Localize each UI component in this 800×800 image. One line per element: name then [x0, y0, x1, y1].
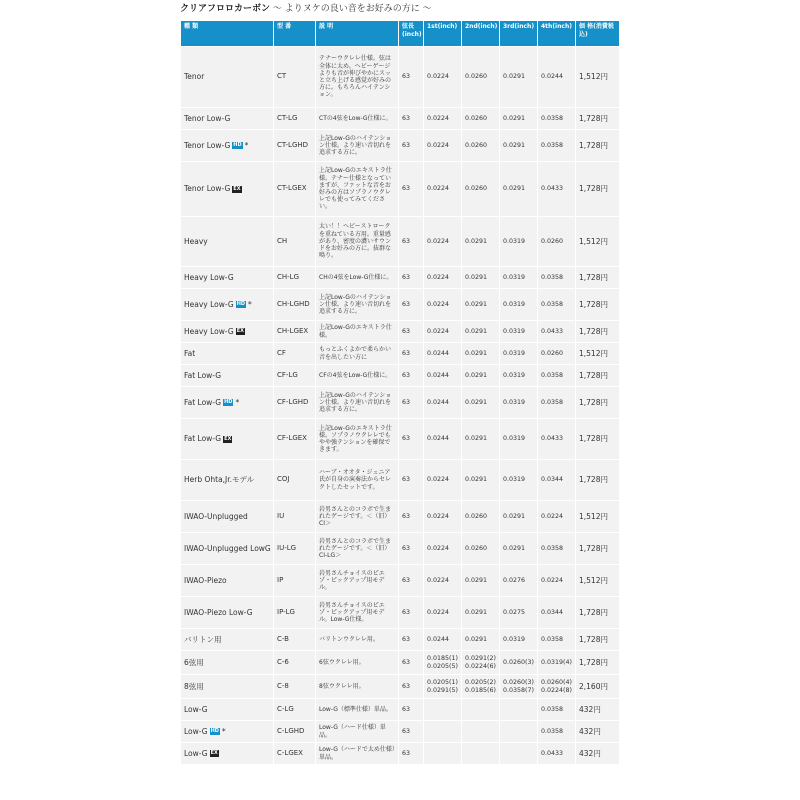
product-name: IWAO-Unplugged LowG	[184, 543, 271, 553]
ex-badge: EX	[224, 435, 232, 442]
cell-description: 上記Low-Gのハイテンション仕様。より速い音切れを追求する方に。	[316, 387, 399, 419]
cell-3rd: 0.0276	[500, 565, 538, 597]
ex-badge: EX	[236, 328, 244, 335]
header-price: 価 格(消費税込)	[576, 21, 620, 47]
table-row	[181, 651, 620, 675]
cell-1st	[424, 743, 462, 765]
cell-length: 63	[399, 419, 424, 460]
cell-name	[181, 321, 274, 343]
cell-3rd: 0.0291	[500, 533, 538, 565]
table-row	[181, 387, 620, 419]
cell-3rd	[500, 721, 538, 743]
cell-2nd	[462, 743, 500, 765]
table-body	[181, 47, 620, 765]
cell-2nd: 0.0260	[462, 130, 500, 162]
cell-2nd: 0.0260	[462, 501, 500, 533]
cell-price: 1,728円	[576, 365, 620, 387]
cell-length: 63	[399, 321, 424, 343]
table-row	[181, 721, 620, 743]
cell-4th: 0.0358	[538, 699, 576, 721]
cell-name	[181, 217, 274, 267]
cell-length: 63	[399, 108, 424, 130]
cell-name	[181, 460, 274, 501]
cell-code: CF	[274, 343, 316, 365]
cell-4th: 0.0358	[538, 533, 576, 565]
cell-length: 63	[399, 387, 424, 419]
cell-length: 63	[399, 565, 424, 597]
cell-length: 63	[399, 699, 424, 721]
cell-name	[181, 597, 274, 629]
cell-price: 1,512円	[576, 565, 620, 597]
cell-price: 1,728円	[576, 108, 620, 130]
cell-name	[181, 130, 274, 162]
header-gauge: 弦長(inch)	[399, 21, 424, 47]
cell-price: 432円	[576, 699, 620, 721]
string-table	[180, 20, 620, 765]
cell-length: 63	[399, 501, 424, 533]
cell-3rd: 0.0291	[500, 108, 538, 130]
table-row	[181, 289, 620, 321]
product-name: Tenor Low-G	[184, 113, 231, 123]
cell-price: 1,728円	[576, 419, 620, 460]
cell-3rd: 0.0291	[500, 130, 538, 162]
section-title-main: クリアフロロカーボン	[180, 4, 271, 14]
cell-1st: 0.0185(1) 0.0205(5)	[424, 651, 462, 675]
cell-4th: 0.0319(4)	[538, 651, 576, 675]
product-name: Heavy Low-G	[184, 272, 234, 282]
product-name: IWAO-Piezo	[184, 575, 227, 585]
cell-2nd: 0.0260	[462, 108, 500, 130]
cell-name	[181, 162, 274, 217]
table-row	[181, 321, 620, 343]
hd-badge: HD	[236, 301, 246, 308]
cell-4th: 0.0260(4) 0.0224(8)	[538, 675, 576, 699]
cell-description: もっとふくよかで柔らかい音を出したい方に	[316, 343, 399, 365]
cell-4th: 0.0433	[538, 321, 576, 343]
cell-2nd: 0.0291	[462, 289, 500, 321]
header-4th: 4th(inch)	[538, 21, 576, 47]
cell-code: C-LGEX	[274, 743, 316, 765]
cell-2nd	[462, 721, 500, 743]
product-name: Fat	[184, 348, 196, 358]
cell-name	[181, 721, 274, 743]
cell-1st: 0.0224	[424, 267, 462, 289]
cell-2nd: 0.0291	[462, 217, 500, 267]
product-section	[180, 0, 619, 765]
cell-4th: 0.0358	[538, 629, 576, 651]
cell-name	[181, 675, 274, 699]
cell-code: C-6	[274, 651, 316, 675]
cell-price: 1,728円	[576, 321, 620, 343]
cell-code: C-LGHD	[274, 721, 316, 743]
cell-description: バリトンウクレレ用。	[316, 629, 399, 651]
cell-name	[181, 533, 274, 565]
cell-description: 岩男さんとのコラボで生まれたゲージです。＜（旧）CI＞	[316, 501, 399, 533]
cell-1st: 0.0224	[424, 565, 462, 597]
cell-2nd: 0.0291	[462, 419, 500, 460]
cell-4th: 0.0224	[538, 501, 576, 533]
cell-2nd: 0.0291	[462, 597, 500, 629]
cell-1st: 0.0224	[424, 321, 462, 343]
cell-description: Low-G（標準仕様）単品。	[316, 699, 399, 721]
cell-1st: 0.0244	[424, 387, 462, 419]
cell-1st: 0.0244	[424, 629, 462, 651]
cell-description: CHの4弦をLow-G仕様に。	[316, 267, 399, 289]
header-code: 型 番	[274, 21, 316, 47]
cell-code: CH-LGHD	[274, 289, 316, 321]
cell-1st: 0.0244	[424, 419, 462, 460]
table-row	[181, 419, 620, 460]
table-row	[181, 743, 620, 765]
cell-description: 岩男さんチョイスのピエゾ・ピックアップ用モデル。	[316, 565, 399, 597]
cell-price: 1,728円	[576, 289, 620, 321]
cell-name	[181, 419, 274, 460]
cell-length: 63	[399, 343, 424, 365]
cell-2nd: 0.0291	[462, 629, 500, 651]
cell-1st: 0.0224	[424, 108, 462, 130]
cell-length: 63	[399, 162, 424, 217]
cell-2nd: 0.0291	[462, 343, 500, 365]
asterisk-mark: *	[235, 397, 240, 407]
cell-1st: 0.0224	[424, 130, 462, 162]
cell-description: 上記Low-Gのエキストラ仕様。	[316, 321, 399, 343]
table-row	[181, 267, 620, 289]
cell-price: 1,728円	[576, 130, 620, 162]
cell-code: CT-LGHD	[274, 130, 316, 162]
cell-4th: 0.0244	[538, 47, 576, 108]
cell-price: 432円	[576, 743, 620, 765]
cell-price: 1,512円	[576, 217, 620, 267]
cell-price: 1,512円	[576, 501, 620, 533]
cell-code: CT-LG	[274, 108, 316, 130]
cell-price: 1,728円	[576, 162, 620, 217]
cell-name	[181, 108, 274, 130]
asterisk-mark: *	[244, 140, 249, 150]
cell-description: 6弦ウクレレ用。	[316, 651, 399, 675]
cell-3rd: 0.0291	[500, 47, 538, 108]
cell-name	[181, 47, 274, 108]
hd-badge: HD	[224, 399, 233, 406]
cell-code: CH	[274, 217, 316, 267]
table-row	[181, 365, 620, 387]
cell-name	[181, 699, 274, 721]
cell-length: 63	[399, 651, 424, 675]
cell-name	[181, 565, 274, 597]
cell-4th: 0.0358	[538, 289, 576, 321]
product-name: Fat Low-G	[184, 397, 222, 407]
product-name: 8弦用	[184, 681, 204, 691]
cell-description: 岩男さんチョイスのピエゾ・ピックアップ用モデル。Low-G仕様。	[316, 597, 399, 629]
product-name: Heavy Low-G	[184, 299, 234, 309]
cell-name	[181, 651, 274, 675]
cell-2nd: 0.0291	[462, 565, 500, 597]
cell-description: Low-G（ハード仕様）単品。	[316, 721, 399, 743]
cell-4th: 0.0433	[538, 162, 576, 217]
cell-4th: 0.0433	[538, 743, 576, 765]
cell-3rd: 0.0260(3)	[500, 651, 538, 675]
cell-price: 1,728円	[576, 387, 620, 419]
table-row	[181, 565, 620, 597]
cell-description: 太い！！ヘビーストロークを重ねている方用。重量感があり、密度の濃いサウンドをお好みの方に。抜群な鳴り。	[316, 217, 399, 267]
table-row	[181, 130, 620, 162]
cell-3rd: 0.0319	[500, 321, 538, 343]
cell-length: 63	[399, 460, 424, 501]
cell-4th: 0.0358	[538, 387, 576, 419]
cell-4th: 0.0358	[538, 365, 576, 387]
cell-length: 63	[399, 130, 424, 162]
cell-description: 上記Low-Gのエキストラ仕様。テナー仕様となっていますが、ファットな音をお好みの方はソプラノウクレレでも使ってみてください。	[316, 162, 399, 217]
cell-3rd: 0.0319	[500, 289, 538, 321]
cell-price: 432円	[576, 721, 620, 743]
cell-3rd: 0.0319	[500, 387, 538, 419]
table-row	[181, 533, 620, 565]
cell-description: 上記Low-Gのハイテンション仕様。より速い音切れを追求する方に。	[316, 130, 399, 162]
cell-4th: 0.0224	[538, 565, 576, 597]
table-row	[181, 501, 620, 533]
cell-3rd: 0.0319	[500, 267, 538, 289]
cell-1st: 0.0224	[424, 501, 462, 533]
cell-price: 1,728円	[576, 533, 620, 565]
cell-code: IP	[274, 565, 316, 597]
cell-length: 63	[399, 47, 424, 108]
cell-4th: 0.0260	[538, 343, 576, 365]
cell-2nd: 0.0205(2) 0.0185(6)	[462, 675, 500, 699]
product-name: バリトン用	[184, 634, 222, 644]
cell-name	[181, 343, 274, 365]
cell-length: 63	[399, 721, 424, 743]
table-row	[181, 162, 620, 217]
table-row	[181, 108, 620, 130]
table-row	[181, 629, 620, 651]
cell-3rd: 0.0319	[500, 460, 538, 501]
cell-2nd: 0.0291	[462, 387, 500, 419]
cell-4th: 0.0433	[538, 419, 576, 460]
cell-price: 1,728円	[576, 597, 620, 629]
cell-code: IP-LG	[274, 597, 316, 629]
cell-code: CT	[274, 47, 316, 108]
cell-code: C-8	[274, 675, 316, 699]
cell-1st	[424, 721, 462, 743]
cell-4th: 0.0344	[538, 460, 576, 501]
cell-3rd: 0.0319	[500, 217, 538, 267]
cell-3rd	[500, 743, 538, 765]
cell-1st: 0.0224	[424, 460, 462, 501]
cell-3rd: 0.0260(3) 0.0358(7)	[500, 675, 538, 699]
cell-1st: 0.0205(1) 0.0291(5)	[424, 675, 462, 699]
header-1st: 1st(inch)	[424, 21, 462, 47]
cell-3rd: 0.0319	[500, 365, 538, 387]
cell-length: 63	[399, 533, 424, 565]
hd-badge: HD	[233, 142, 242, 149]
cell-4th: 0.0260	[538, 217, 576, 267]
cell-2nd: 0.0291	[462, 365, 500, 387]
asterisk-mark: *	[221, 726, 226, 736]
header-3rd: 3rd(inch)	[500, 21, 538, 47]
cell-length: 63	[399, 365, 424, 387]
cell-price: 1,728円	[576, 460, 620, 501]
cell-length: 63	[399, 597, 424, 629]
header-desc: 説 明	[316, 21, 399, 47]
cell-description: 岩男さんとのコラボで生まれたゲージです。＜（旧）CI-LG＞	[316, 533, 399, 565]
ex-badge: EX	[233, 185, 241, 192]
asterisk-mark: *	[248, 299, 252, 309]
cell-description: CTの4弦をLow-G仕様に。	[316, 108, 399, 130]
cell-code: IU-LG	[274, 533, 316, 565]
cell-2nd	[462, 699, 500, 721]
cell-3rd: 0.0319	[500, 343, 538, 365]
product-name: 6弦用	[184, 657, 204, 667]
cell-price: 1,728円	[576, 267, 620, 289]
cell-description: ハーブ・オオタ・ジュニア氏が自身の演奏法からセレクトしたセットです。	[316, 460, 399, 501]
cell-code: CF-LG	[274, 365, 316, 387]
product-name: Low-G	[184, 748, 208, 758]
cell-4th: 0.0358	[538, 108, 576, 130]
cell-code: CF-LGHD	[274, 387, 316, 419]
cell-4th: 0.0358	[538, 267, 576, 289]
cell-length: 63	[399, 217, 424, 267]
cell-name	[181, 501, 274, 533]
cell-price: 1,512円	[576, 47, 620, 108]
table-row	[181, 47, 620, 108]
cell-price: 2,160円	[576, 675, 620, 699]
cell-3rd: 0.0319	[500, 419, 538, 460]
cell-4th: 0.0358	[538, 130, 576, 162]
section-title-sub: 〜 よりヌケの良い音をお好みの方に 〜	[270, 4, 432, 14]
cell-price: 1,512円	[576, 343, 620, 365]
table-row	[181, 460, 620, 501]
cell-length: 63	[399, 267, 424, 289]
cell-length: 63	[399, 675, 424, 699]
cell-code: CH-LGEX	[274, 321, 316, 343]
cell-2nd: 0.0291	[462, 267, 500, 289]
cell-description: 上記Low-Gのエキストラ仕様。ソプラノウクレレでもやや強テンションを確保できます。	[316, 419, 399, 460]
product-name: Tenor Low-G	[184, 184, 231, 194]
cell-1st: 0.0224	[424, 533, 462, 565]
cell-name	[181, 743, 274, 765]
cell-description: Low-G（ハードで太め仕様）単品。	[316, 743, 399, 765]
cell-2nd: 0.0260	[462, 533, 500, 565]
header-2nd: 2nd(inch)	[462, 21, 500, 47]
cell-code: C-LG	[274, 699, 316, 721]
cell-description: 8弦ウクレレ用。	[316, 675, 399, 699]
cell-name	[181, 387, 274, 419]
product-name: Heavy	[184, 236, 208, 246]
cell-2nd: 0.0291	[462, 321, 500, 343]
cell-description: 上記Low-Gのハイテンション仕様。より速い音切れを追求する方に。	[316, 289, 399, 321]
ex-badge: EX	[210, 750, 218, 757]
cell-1st: 0.0224	[424, 597, 462, 629]
cell-code: COJ	[274, 460, 316, 501]
cell-4th: 0.0358	[538, 721, 576, 743]
cell-3rd: 0.0275	[500, 597, 538, 629]
cell-3rd: 0.0291	[500, 162, 538, 217]
cell-1st: 0.0224	[424, 217, 462, 267]
product-name: IWAO-Piezo Low-G	[184, 607, 253, 617]
cell-1st: 0.0244	[424, 365, 462, 387]
cell-1st: 0.0224	[424, 47, 462, 108]
product-name: Low-G	[184, 704, 208, 714]
product-name: Tenor Low-G	[184, 140, 231, 150]
product-name: Tenor	[184, 72, 205, 82]
cell-description: テナーウクレレ仕様。弦は全体に太め。ヘビーゲージよりも音が伸びやかにスッと立ち上げる感覚が好みの方に。もちろんハイテンション。	[316, 47, 399, 108]
cell-code: CF-LGEX	[274, 419, 316, 460]
cell-3rd	[500, 699, 538, 721]
cell-3rd: 0.0291	[500, 501, 538, 533]
cell-length: 63	[399, 289, 424, 321]
cell-3rd: 0.0319	[500, 629, 538, 651]
cell-2nd: 0.0291(2) 0.0224(6)	[462, 651, 500, 675]
cell-name	[181, 289, 274, 321]
product-name: Fat Low-G	[184, 434, 222, 444]
cell-price: 1,728円	[576, 629, 620, 651]
cell-1st	[424, 699, 462, 721]
table-row	[181, 343, 620, 365]
cell-code: CT-LGEX	[274, 162, 316, 217]
section-title	[180, 0, 619, 20]
table-row	[181, 675, 620, 699]
product-name: Heavy Low-G	[184, 326, 234, 336]
cell-code: IU	[274, 501, 316, 533]
cell-1st: 0.0224	[424, 162, 462, 217]
cell-code: CH-LG	[274, 267, 316, 289]
cell-length: 63	[399, 743, 424, 765]
cell-description: CFの4弦をLow-G仕様に。	[316, 365, 399, 387]
cell-price: 1,728円	[576, 651, 620, 675]
cell-name	[181, 267, 274, 289]
cell-code: C-B	[274, 629, 316, 651]
cell-4th: 0.0344	[538, 597, 576, 629]
product-name: IWAO-Unplugged	[184, 511, 248, 521]
cell-name	[181, 365, 274, 387]
cell-1st: 0.0244	[424, 343, 462, 365]
product-name: Herb Ohta,Jr.モデル	[184, 475, 255, 485]
hd-badge: HD	[210, 728, 219, 735]
table-header-row	[181, 21, 620, 47]
cell-name	[181, 629, 274, 651]
cell-length: 63	[399, 629, 424, 651]
cell-2nd: 0.0260	[462, 162, 500, 217]
product-name: Low-G	[184, 726, 208, 736]
table-row	[181, 217, 620, 267]
product-name: Fat Low-G	[184, 370, 222, 380]
cell-2nd: 0.0291	[462, 460, 500, 501]
cell-1st: 0.0224	[424, 289, 462, 321]
table-row	[181, 699, 620, 721]
cell-2nd: 0.0260	[462, 47, 500, 108]
table-row	[181, 597, 620, 629]
header-kind: 種 類	[181, 21, 274, 47]
